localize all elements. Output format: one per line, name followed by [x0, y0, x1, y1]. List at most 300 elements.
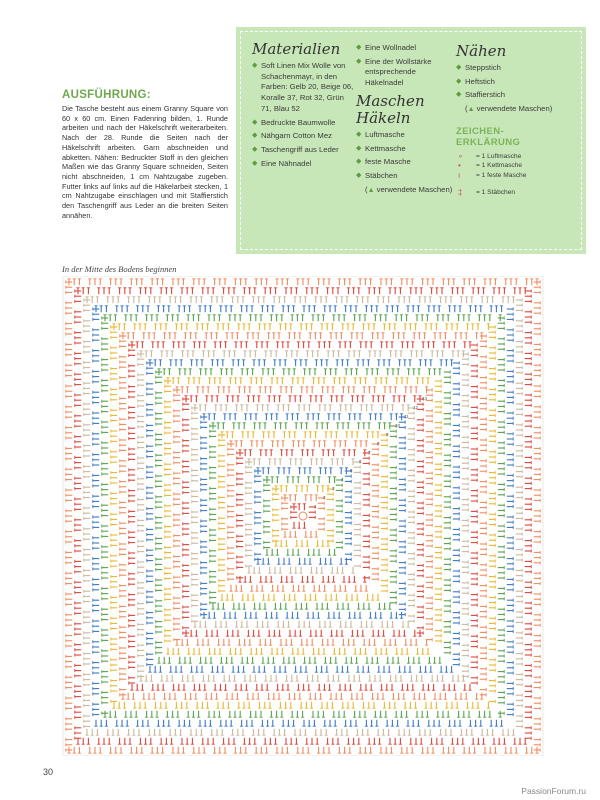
stitch-mark [183, 423, 189, 426]
stitch-mark [450, 702, 453, 708]
stitch-mark [323, 441, 326, 447]
stitch-mark [354, 441, 357, 447]
stitch-mark [524, 738, 527, 744]
stitch-mark [210, 466, 216, 469]
watermark: PassionForum.ru [521, 786, 586, 796]
stitch-mark [355, 333, 358, 339]
stitch-mark [462, 586, 468, 589]
stitch-mark [97, 288, 100, 294]
stitch-mark [498, 504, 504, 507]
stitch-mark [75, 310, 81, 313]
stitch-mark [426, 378, 429, 384]
stitch-mark [336, 546, 342, 549]
stitch-mark [138, 456, 144, 459]
bullet-icon: ◆ [252, 159, 258, 167]
stitch-mark [66, 322, 72, 325]
stitch-mark [272, 369, 275, 375]
stitch-mark [408, 562, 414, 565]
stitch-mark [66, 644, 72, 647]
stitch-mark [218, 315, 221, 321]
stitch-mark [332, 675, 335, 681]
stitch-mark [111, 684, 117, 687]
stitch-mark [186, 387, 189, 393]
stitch-mark [192, 747, 195, 753]
stitch-mark [93, 562, 99, 565]
stitch-mark [241, 432, 244, 438]
stitch-mark [147, 590, 153, 593]
stitch-mark [253, 459, 256, 465]
stitch-mark [461, 288, 464, 294]
stitch-mark [75, 570, 81, 573]
stitch-mark [349, 342, 352, 348]
stitch-mark [518, 288, 521, 294]
stitch-mark [102, 493, 108, 496]
stitch-mark [138, 404, 144, 407]
stitch-mark [282, 507, 288, 510]
stitch-mark [84, 720, 90, 723]
stitch-mark [190, 666, 193, 672]
stitch-mark [129, 551, 135, 554]
stitch-mark [389, 675, 392, 681]
stitch-mark [279, 387, 282, 393]
stitch-mark [269, 351, 272, 357]
stitch-mark [489, 398, 495, 401]
stitch-mark [177, 279, 180, 285]
stitch-mark [102, 675, 108, 678]
stitch-mark [417, 470, 423, 473]
stitch-mark [462, 545, 468, 548]
stitch-mark [534, 686, 540, 689]
stitch-mark [283, 729, 286, 735]
stitch-mark [301, 279, 304, 285]
stitch-mark [126, 720, 129, 726]
stitch-mark [378, 738, 381, 744]
stitch-mark [78, 747, 81, 753]
stitch-mark [84, 657, 90, 660]
stitch-mark [182, 684, 185, 690]
stitch-mark [138, 498, 144, 501]
stitch-mark [353, 675, 356, 681]
stitch-mark [129, 572, 135, 575]
stitch-mark [489, 559, 495, 562]
stitch-mark [251, 693, 254, 699]
stitch-mark [516, 574, 522, 577]
stitch-mark [293, 369, 296, 375]
stitch-mark [308, 405, 311, 411]
stitch-mark [129, 624, 135, 627]
stitch-mark [202, 675, 205, 681]
stitch-mark [399, 540, 405, 543]
stitch-mark [338, 612, 341, 618]
stitch-mark [335, 396, 338, 402]
stitch-mark [336, 541, 342, 544]
stitch-mark [255, 684, 258, 690]
stitch-mark [197, 747, 200, 753]
diagram-outer-border [63, 276, 543, 756]
stitch-mark [263, 324, 266, 330]
stitch-mark [271, 306, 274, 312]
stitch-mark [264, 541, 270, 544]
stitch-mark [165, 489, 171, 492]
stitch-mark [210, 580, 216, 583]
stitch-mark [120, 490, 126, 493]
stitch-mark [151, 279, 154, 285]
stitch-mark [75, 607, 81, 610]
stitch-mark [300, 423, 303, 429]
stitch-mark [444, 610, 450, 613]
stitch-mark [228, 546, 234, 549]
stitch-mark [102, 571, 108, 574]
stitch-mark [471, 536, 477, 539]
stitch-mark [137, 729, 140, 735]
stitch-mark [498, 556, 504, 559]
stitch-mark [440, 738, 443, 744]
stitch-mark [426, 747, 429, 753]
stitch-mark [424, 360, 427, 366]
stitch-mark [93, 526, 99, 529]
stitch-mark [390, 414, 393, 420]
stitch-mark [183, 574, 189, 577]
stitch-mark [124, 711, 127, 717]
stitch-mark [281, 342, 284, 348]
stitch-mark [383, 603, 386, 609]
stitch-mark [353, 450, 356, 456]
stitch-mark [343, 279, 346, 285]
stitch-mark [471, 489, 477, 492]
stitch-mark [507, 391, 513, 394]
stitch-mark [305, 324, 308, 330]
stitch-mark [451, 288, 454, 294]
stitch-mark [276, 648, 279, 654]
stitch-mark [456, 288, 459, 294]
stitch-mark [255, 537, 261, 540]
stitch-mark [471, 494, 477, 497]
stitch-mark [236, 333, 239, 339]
stitch-mark [489, 575, 495, 578]
stitch-mark [444, 396, 450, 399]
stitch-mark [534, 473, 540, 476]
stitch-mark [129, 385, 135, 388]
stitch-mark [227, 738, 230, 744]
stitch-mark [479, 720, 482, 726]
stitch-mark [138, 607, 144, 610]
stitch-mark [498, 446, 504, 449]
stitch-mark [140, 747, 143, 753]
stitch-mark [228, 711, 231, 717]
stitch-mark [412, 369, 415, 375]
stitch-mark [359, 279, 362, 285]
stitch-mark [368, 738, 371, 744]
stitch-mark [75, 669, 81, 672]
stitch-mark [307, 279, 310, 285]
stitch-mark [335, 729, 338, 735]
stitch-mark [304, 432, 307, 438]
stitch-mark [462, 711, 465, 717]
stitch-mark [111, 617, 117, 620]
stitch-mark [248, 288, 251, 294]
bullet-icon: ◆ [356, 171, 362, 179]
stitch-mark [210, 591, 216, 594]
stitch-mark [417, 460, 423, 463]
stitch-mark [462, 315, 465, 321]
stitch-mark [359, 441, 362, 447]
stitch-mark [462, 628, 468, 631]
stitch-mark [120, 418, 126, 421]
stitch-mark [498, 587, 504, 590]
stitch-mark [317, 477, 320, 483]
stitch-mark [66, 624, 72, 627]
stitch-mark [313, 585, 316, 591]
stitch-mark [507, 505, 513, 508]
stitch-mark [349, 405, 352, 411]
stitch-mark [439, 297, 442, 303]
stitch-mark [287, 369, 290, 375]
stitch-mark [417, 527, 423, 530]
stitch-mark [282, 306, 285, 312]
stitch-mark [194, 333, 197, 339]
stitch-mark [462, 581, 468, 584]
stitch-mark [444, 417, 450, 420]
stitch-mark [324, 468, 327, 474]
stitch-mark [409, 324, 412, 330]
stitch-mark [291, 477, 294, 483]
stitch-mark [507, 396, 513, 399]
stitch-mark [352, 639, 355, 645]
stitch-mark [284, 738, 287, 744]
sewing-note: (▲ verwendete Maschen) [465, 104, 553, 114]
stitch-mark [489, 679, 495, 682]
stitch-mark [177, 378, 180, 384]
stitch-mark [329, 621, 332, 627]
stitch-mark [273, 508, 279, 511]
stitch-mark [445, 702, 448, 708]
stitch-mark [156, 578, 162, 581]
stitch-mark [311, 351, 314, 357]
stitch-mark [177, 684, 180, 690]
stitch-mark [265, 549, 268, 555]
stitch-mark [516, 636, 522, 639]
stitch-mark [102, 576, 108, 579]
stitch-mark [255, 378, 258, 384]
stitch-mark [156, 474, 162, 477]
stitch-mark [229, 648, 232, 654]
stitch-mark [66, 655, 72, 658]
stitch-mark [261, 369, 264, 375]
stitch-mark [534, 665, 540, 668]
stitch-mark [297, 441, 300, 447]
stitch-mark [498, 628, 504, 631]
stitch-mark [84, 725, 90, 728]
stitch-mark [189, 369, 192, 375]
stitch-mark [225, 405, 228, 411]
stitch-mark [534, 374, 540, 377]
stitch-mark [314, 333, 317, 339]
stitch-mark [174, 297, 177, 303]
stitch-mark [162, 342, 165, 348]
stitch-mark [498, 342, 504, 345]
stitch-mark [246, 544, 252, 547]
stitch-mark [200, 360, 203, 366]
stitch-mark [165, 593, 171, 596]
stitch-mark [525, 648, 531, 651]
stitch-mark [420, 675, 423, 681]
stitch-mark [525, 731, 531, 734]
stitch-mark [507, 479, 513, 482]
stitch-mark [235, 585, 238, 591]
stitch-mark [257, 729, 260, 735]
stitch-mark [93, 583, 99, 586]
stitch-mark [374, 315, 377, 321]
stitch-mark [66, 634, 72, 637]
stitch-mark [183, 595, 189, 598]
stitch-mark [315, 495, 318, 501]
stitch-mark [75, 612, 81, 615]
stitch-mark [265, 279, 268, 285]
stitch-mark [165, 452, 171, 455]
stitch-mark [507, 708, 513, 711]
stitch-mark [261, 720, 264, 726]
legend-heading: ZEICHEN- ERKLÄRUNG [456, 125, 521, 148]
stitch-mark [382, 729, 385, 735]
stitch-mark [73, 279, 76, 285]
stitch-mark [444, 526, 450, 529]
stitch-mark [444, 651, 450, 654]
stitch-mark [219, 501, 225, 504]
stitch-mark [291, 378, 294, 384]
stitch-mark [183, 626, 189, 629]
stitch-mark [291, 315, 294, 321]
stitch-mark [363, 483, 369, 486]
stitch-mark [317, 711, 320, 717]
stitch-mark [286, 612, 289, 618]
stitch-mark [165, 535, 171, 538]
stitch-mark [417, 449, 423, 452]
stitch-mark [335, 693, 338, 699]
stitch-mark [93, 505, 99, 508]
stitch-mark [322, 711, 325, 717]
stitch-mark [476, 324, 479, 330]
stitch-mark [367, 324, 370, 330]
stitch-mark [309, 594, 312, 600]
stitch-mark [343, 648, 346, 654]
stitch-mark [354, 502, 360, 505]
stitch-mark [84, 553, 90, 556]
stitch-mark [273, 396, 276, 402]
stitch-mark [320, 459, 323, 465]
stitch-mark [302, 342, 305, 348]
stitch-mark [129, 640, 135, 643]
stitch-mark [324, 657, 327, 663]
stitch-mark [84, 506, 90, 509]
stitch-mark [287, 657, 290, 663]
stitch-mark [403, 297, 406, 303]
stitch-mark [429, 666, 432, 672]
stitch-mark [376, 432, 379, 438]
stitch-mark [317, 612, 320, 618]
stitch-mark [166, 315, 169, 321]
stitch-mark [534, 353, 540, 356]
stitch-mark [159, 666, 162, 672]
stitch-mark [411, 342, 414, 348]
stitch-mark [473, 279, 476, 285]
stitch-mark [417, 585, 423, 588]
stitch-mark [332, 414, 335, 420]
stitch-mark [350, 657, 353, 663]
stitch-mark [102, 535, 108, 538]
stitch-mark [406, 720, 409, 726]
stitch-mark [362, 360, 365, 366]
stitch-mark [347, 603, 350, 609]
stitch-mark [201, 488, 207, 491]
stitch-mark [296, 414, 299, 420]
stitch-mark [516, 694, 522, 697]
stitch-mark [333, 477, 336, 483]
stitch-mark [245, 720, 248, 726]
stitch-mark [258, 666, 261, 672]
stitch-mark [453, 413, 459, 416]
stitch-mark [360, 621, 363, 627]
stitch-mark [381, 475, 387, 478]
stitch-mark [240, 684, 243, 690]
stitch-mark [431, 279, 434, 285]
stitch-mark [405, 747, 408, 753]
stitch-mark [317, 279, 320, 285]
stitch-mark [246, 693, 249, 699]
stitch-mark [183, 306, 186, 312]
stitch-mark [156, 584, 162, 587]
stitch-mark [399, 462, 405, 465]
stitch-mark [183, 444, 189, 447]
stitch-mark [406, 684, 409, 690]
stitch-mark [221, 360, 224, 366]
stitch-mark [111, 585, 117, 588]
stitch-mark [417, 543, 423, 546]
stitch-mark [495, 720, 498, 726]
stitch-mark [282, 720, 285, 726]
stitch-mark [341, 459, 344, 465]
stitch-mark [417, 720, 420, 726]
stitch-mark [102, 431, 108, 434]
stitch-mark [233, 675, 236, 681]
stitch-mark [102, 472, 108, 475]
stitch-mark [66, 286, 72, 289]
stitch-mark [233, 711, 236, 717]
stitch-mark [176, 315, 179, 321]
stitch-mark [480, 449, 486, 452]
stitch-mark [111, 627, 117, 630]
stitch-mark [181, 351, 184, 357]
stitch-mark [303, 369, 306, 375]
stitch-mark [96, 729, 99, 735]
stitch-mark [153, 297, 156, 303]
stitch-mark [408, 552, 414, 555]
stitch-mark [381, 480, 387, 483]
stitch-mark [525, 544, 531, 547]
stitch-mark [200, 729, 203, 735]
stitch-mark [462, 373, 468, 376]
stitch-mark [210, 518, 216, 521]
stitch-mark [118, 738, 121, 744]
stitch-mark [480, 568, 486, 571]
stitch-mark [84, 465, 90, 468]
stitch-mark [326, 702, 329, 708]
stitch-mark [147, 450, 153, 453]
stitch-mark [399, 525, 405, 528]
stitch-mark [372, 567, 378, 570]
stitch-mark [167, 720, 170, 726]
stitch-mark [390, 528, 396, 531]
stitch-mark [336, 489, 342, 492]
